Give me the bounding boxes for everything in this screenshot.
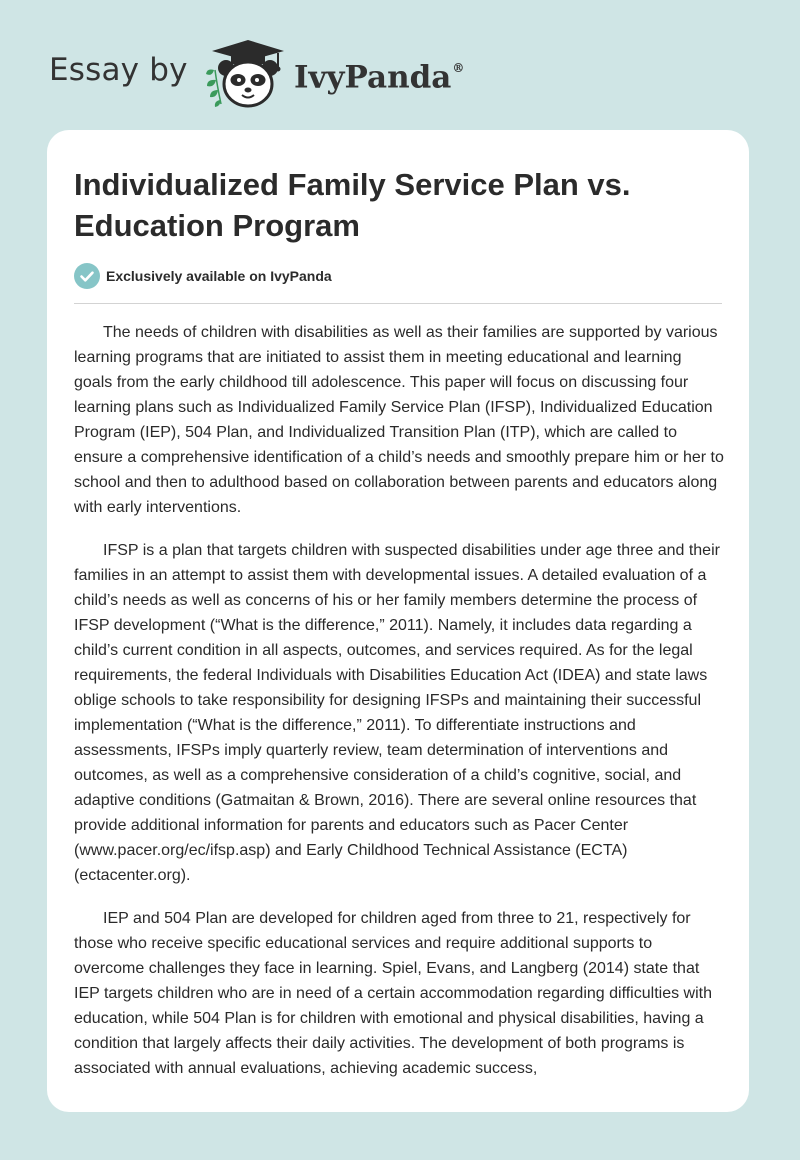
brand-prefix: Essay by [49,52,188,88]
check-circle-icon [74,263,100,289]
essay-body [74,320,724,1099]
page-title: Individualized Family Service Plan vs. Education Program [74,167,631,243]
brand-name[interactable] [294,52,464,97]
essay-card [47,130,749,1112]
paragraph: IFSP is a plan that targets children with suspected disabilities under age three and their families in an attempt to assist them with developmental issues. A detailed evaluation of a child’s needs as well as concerns of his or her family members determine the process of IFSP development (“What is the difference,” 2011). Namely, it includes data regarding a child’s current condition in all aspects, outcomes, and services required. As for the legal requirements, the federal Individuals with Disabilities Education Act (IDEA) and state laws oblige schools to take responsibility for designing IFSPs and maintaining their successful implementation (“What is the difference,” 2011). To differentiate instructions and assessments, IFSPs imply quarterly review, team determination of interventions and outcomes, as well as a comprehensive consideration of a child’s cognitive, social, and adaptive conditions (Gatmaitan & Brown, 2016). There are several online resources that provide additional information for parents and educators such as Pacer Center (www.pacer.org/ec/ifsp.asp) and Early Childhood Technical Assistance (ECTA) (ectacenter.org). [74,542,720,884]
exclusive-badge [74,262,332,290]
ivy-leaves-icon [206,70,221,108]
paragraph: The needs of children with disabilities as well as their families are supported by various learning programs that are initiated to assist them in meeting educational and learning goals from the early childhood till adolescence. This paper will focus on discussing four learning plans such as Individualized Family Service Plan (IFSP), Individualized Education Program (IEP), 504 Plan, and Individualized Transition Plan (ITP), which are called to ensure a comprehensive identification of a child’s needs and smoothly prepare him or her to school and then to adulthood based on collaboration between parents and educators along with early interventions. [74,324,724,516]
panda-graduate-icon[interactable] [200,34,296,110]
brand-name-text: IvyPanda [294,59,452,96]
registered-mark: ® [452,61,465,75]
badge-text: Exclusively available on IvyPanda [106,268,332,284]
divider [74,303,722,304]
site-header [0,0,800,130]
paragraph: IEP and 504 Plan are developed for children aged from three to 21, respectively for those who receive specific educational services and require additional supports to overcome challenges they face in learning. Spiel, Evans, and Langberg (2014) state that IEP targets children who are in need of a certain accommodation regarding difficulties with education, while 504 Plan is for children with emotional and physical disabilities, having a condition that largely affects their daily activities. The development of both programs is associated with annual evaluations, achieving academic success, [74,910,712,1077]
